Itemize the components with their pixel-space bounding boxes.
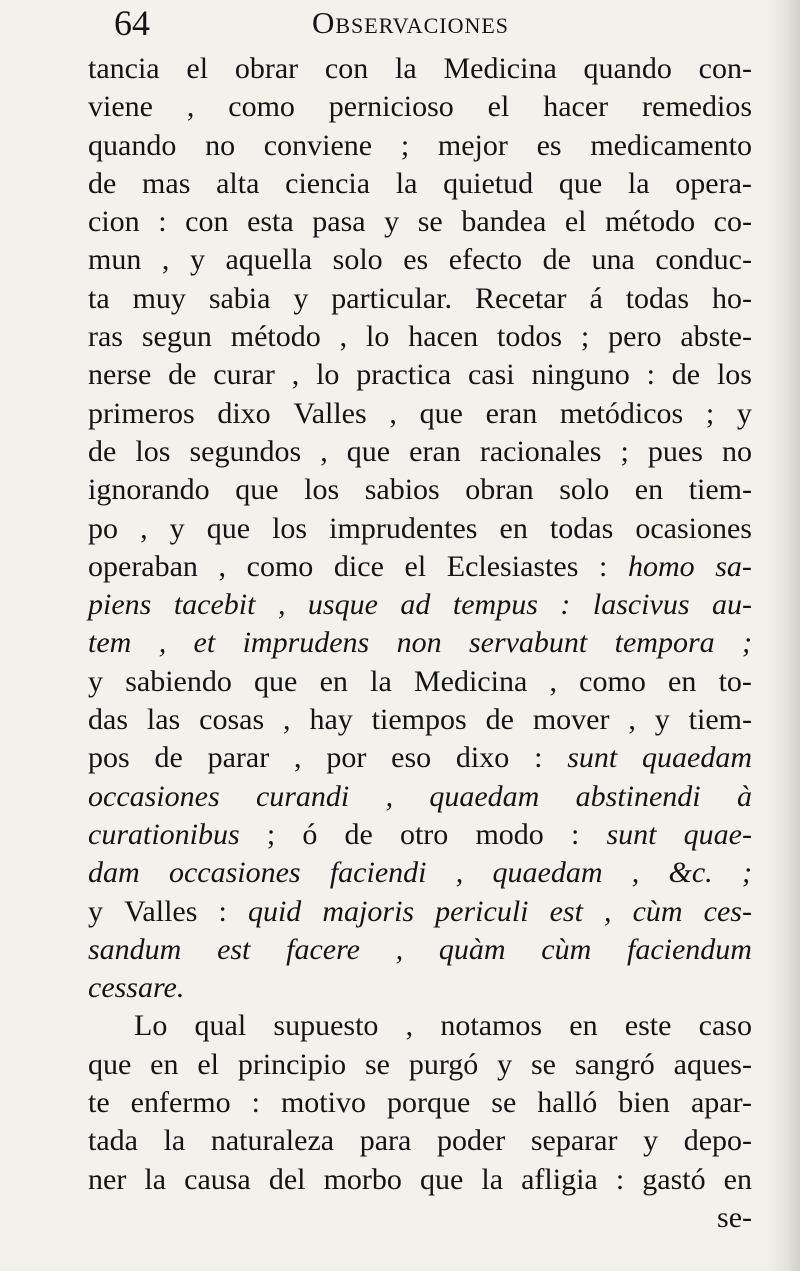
word: en bbox=[723, 1162, 752, 1196]
text-line bbox=[88, 165, 752, 203]
word: eran bbox=[409, 434, 461, 468]
text-line bbox=[88, 893, 752, 931]
italic-word: quàm bbox=[438, 932, 506, 966]
word: : bbox=[534, 741, 543, 775]
word: el bbox=[197, 1047, 219, 1081]
word: la bbox=[481, 1162, 504, 1196]
italic-word: sandum bbox=[88, 932, 182, 966]
word: notamos bbox=[440, 1009, 543, 1043]
italic-word: occasiones bbox=[168, 856, 301, 890]
word: la bbox=[395, 52, 417, 85]
word: nerse bbox=[88, 358, 152, 392]
word: motivo bbox=[280, 1086, 366, 1120]
word: el bbox=[404, 549, 427, 583]
word: lo bbox=[316, 358, 340, 392]
word: dixo bbox=[217, 396, 271, 430]
text-line bbox=[88, 395, 752, 433]
word: segun bbox=[141, 320, 212, 354]
word: Valles bbox=[124, 894, 198, 928]
text-line bbox=[88, 510, 752, 548]
word: conviene bbox=[263, 128, 373, 162]
word: Lo bbox=[134, 1009, 168, 1043]
word: el bbox=[487, 90, 510, 124]
word: sabios bbox=[364, 473, 440, 507]
text-line bbox=[88, 739, 752, 777]
italic-word: , bbox=[604, 894, 612, 928]
italic-word: quaedam bbox=[642, 741, 752, 775]
text-line bbox=[88, 854, 752, 892]
word: ignorando bbox=[88, 473, 210, 507]
text-line bbox=[88, 127, 752, 165]
word: y bbox=[654, 703, 670, 737]
word: el bbox=[564, 205, 587, 239]
word: los bbox=[716, 358, 752, 392]
word: que bbox=[206, 511, 251, 545]
word: quietud bbox=[443, 166, 534, 200]
italic-word: ; bbox=[742, 626, 752, 660]
word: dixo bbox=[455, 741, 510, 775]
text-line bbox=[88, 778, 752, 816]
running-head: Observaciones bbox=[312, 5, 510, 40]
italic-word: quaedam bbox=[492, 856, 603, 890]
word: como bbox=[246, 549, 314, 583]
word: ; bbox=[400, 128, 410, 162]
word: y bbox=[169, 511, 185, 545]
word: no bbox=[205, 128, 236, 162]
word: viene bbox=[88, 90, 153, 124]
word: primeros bbox=[88, 396, 195, 430]
word: todas bbox=[549, 511, 614, 545]
word: los bbox=[272, 511, 308, 545]
text-line bbox=[88, 548, 752, 586]
word: otro bbox=[399, 817, 449, 851]
italic-word: lascivus bbox=[592, 588, 690, 622]
word: , bbox=[628, 703, 636, 737]
text-line bbox=[88, 280, 752, 318]
italic-word: tempus bbox=[452, 588, 538, 622]
italic-word: occasiones bbox=[88, 779, 220, 813]
text-line bbox=[88, 50, 752, 88]
italic-word: sunt bbox=[567, 741, 618, 775]
word: hacen bbox=[408, 320, 479, 354]
word: tada bbox=[88, 1124, 138, 1158]
word: , bbox=[161, 243, 170, 277]
word: aquella bbox=[225, 243, 313, 277]
word: poder bbox=[436, 1124, 506, 1158]
word: que bbox=[419, 396, 463, 430]
word: : bbox=[570, 817, 580, 851]
word: ; bbox=[580, 320, 590, 354]
italic-word: piens bbox=[88, 588, 152, 622]
word: ciencia bbox=[285, 166, 371, 200]
word: la bbox=[144, 1162, 167, 1196]
word: mun bbox=[88, 243, 142, 277]
italic-word: faciendum bbox=[626, 932, 752, 966]
word: con bbox=[324, 52, 369, 85]
text-line bbox=[88, 701, 752, 739]
word: esta bbox=[247, 205, 294, 239]
catchword bbox=[88, 1199, 752, 1237]
italic-word: faciendi bbox=[329, 856, 427, 890]
word: ; bbox=[266, 817, 276, 851]
word: Medicina bbox=[413, 664, 528, 698]
word: se bbox=[365, 1047, 390, 1081]
text-line bbox=[88, 1007, 752, 1045]
word: ó bbox=[302, 817, 318, 851]
word: este bbox=[624, 1009, 672, 1043]
word: los bbox=[304, 473, 340, 507]
word: de bbox=[671, 358, 701, 392]
italic-word: quae- bbox=[683, 817, 752, 851]
word: Eclesiastes bbox=[446, 549, 579, 583]
italic-word: tem bbox=[88, 626, 132, 660]
italic-word: curationibus bbox=[88, 817, 240, 851]
word: en bbox=[150, 1047, 179, 1081]
word: : bbox=[218, 894, 227, 928]
word: pos bbox=[88, 741, 130, 775]
word: ta bbox=[88, 281, 110, 315]
word: co- bbox=[713, 205, 752, 239]
text-line bbox=[88, 241, 752, 279]
word: Recetar bbox=[474, 281, 567, 315]
word: en bbox=[569, 1009, 598, 1043]
word: pasa bbox=[312, 205, 366, 239]
word: que bbox=[254, 664, 298, 698]
italic-word: non bbox=[396, 626, 442, 660]
word: cosas bbox=[199, 703, 265, 737]
word: parar bbox=[207, 741, 270, 775]
word: quando bbox=[583, 52, 672, 85]
text-line bbox=[88, 931, 752, 969]
word: separar bbox=[530, 1124, 618, 1158]
word: todas bbox=[625, 281, 690, 315]
word: ocasiones bbox=[635, 511, 752, 545]
word: no bbox=[721, 434, 752, 468]
text-line bbox=[88, 1084, 752, 1122]
word: á bbox=[589, 281, 603, 315]
italic-word: cùm bbox=[632, 894, 683, 928]
italic-word: servabunt bbox=[468, 626, 588, 660]
text-line bbox=[88, 356, 752, 394]
word: , bbox=[294, 741, 302, 775]
word: Medicina bbox=[443, 52, 557, 85]
word: ras bbox=[88, 320, 123, 354]
word: abste- bbox=[680, 320, 752, 354]
italic-word: est bbox=[217, 932, 251, 966]
word: aques- bbox=[673, 1047, 752, 1081]
word: se bbox=[530, 1047, 556, 1081]
word: es bbox=[536, 128, 562, 162]
text-line bbox=[88, 816, 752, 854]
word: ner bbox=[88, 1162, 127, 1196]
italic-word: sunt bbox=[606, 817, 657, 851]
word: es bbox=[403, 243, 429, 277]
word: ; bbox=[620, 434, 629, 468]
word: obrar bbox=[234, 52, 299, 85]
word: , bbox=[291, 358, 300, 392]
word: de bbox=[542, 243, 571, 277]
word: método bbox=[230, 320, 321, 354]
italic-word: curandi bbox=[255, 779, 350, 813]
word: muy bbox=[132, 281, 186, 315]
word: , bbox=[339, 320, 348, 354]
text-line bbox=[88, 88, 752, 126]
word: tiempos bbox=[371, 703, 467, 737]
italic-word: ; bbox=[741, 856, 752, 890]
word: y bbox=[293, 281, 309, 315]
word: de bbox=[88, 166, 117, 200]
italic-word: cùm bbox=[541, 932, 592, 966]
word: el bbox=[186, 52, 209, 85]
italic-word: est bbox=[549, 894, 583, 928]
italic-word: , bbox=[631, 856, 640, 890]
word: para bbox=[359, 1124, 412, 1158]
word: y bbox=[384, 205, 400, 239]
text-line bbox=[88, 1161, 752, 1199]
text-line bbox=[88, 624, 752, 662]
page-header bbox=[114, 2, 754, 44]
word: con- bbox=[698, 52, 752, 85]
word: : bbox=[646, 358, 655, 392]
word: remedios bbox=[642, 90, 752, 124]
word: lo bbox=[365, 320, 390, 354]
word: por bbox=[326, 741, 367, 775]
word: de bbox=[88, 434, 117, 468]
word: , bbox=[218, 549, 227, 583]
word: practica bbox=[356, 358, 452, 392]
word: morbo bbox=[323, 1162, 402, 1196]
word: gastó bbox=[642, 1162, 706, 1196]
word: cion bbox=[88, 205, 140, 239]
word: , bbox=[186, 90, 195, 124]
word: curar bbox=[213, 358, 275, 392]
word: das bbox=[88, 703, 128, 737]
italic-word: quaedam bbox=[429, 779, 540, 813]
word: : bbox=[599, 549, 608, 583]
word: , bbox=[405, 1009, 414, 1043]
word: purgó bbox=[408, 1047, 479, 1081]
word: : bbox=[158, 205, 167, 239]
word: quando bbox=[88, 128, 177, 162]
word: que bbox=[235, 473, 279, 507]
word: que bbox=[419, 1162, 464, 1196]
word: ho- bbox=[711, 281, 752, 315]
word: la bbox=[627, 166, 650, 200]
italic-word: cessare. bbox=[88, 971, 185, 1005]
word: hay bbox=[309, 703, 353, 737]
word: : bbox=[615, 1162, 625, 1196]
word: , bbox=[140, 511, 148, 545]
word: de bbox=[168, 358, 197, 392]
word: porque bbox=[386, 1086, 471, 1120]
word: y bbox=[736, 396, 752, 430]
word: de bbox=[485, 703, 514, 737]
word: imprudentes bbox=[329, 511, 478, 545]
italic-word: quid bbox=[247, 894, 302, 928]
word: apar- bbox=[690, 1086, 752, 1120]
word: en bbox=[499, 511, 528, 545]
italic-word: tacebit bbox=[173, 588, 256, 622]
italic-word: , bbox=[277, 588, 286, 622]
word: , bbox=[320, 434, 328, 468]
word: hacer bbox=[543, 90, 609, 124]
word: una bbox=[591, 243, 635, 277]
word: que bbox=[88, 1047, 132, 1081]
italic-word: imprudens bbox=[242, 626, 370, 660]
text-line bbox=[88, 203, 752, 241]
italic-word: homo bbox=[627, 549, 695, 583]
word: bandea bbox=[461, 205, 547, 239]
word: sabia bbox=[208, 281, 271, 315]
italic-word: majoris bbox=[322, 894, 415, 928]
word: te bbox=[88, 1086, 110, 1120]
word: solo bbox=[332, 243, 383, 277]
page-edge-shadow bbox=[766, 0, 800, 1271]
word: afligia bbox=[521, 1162, 598, 1196]
word: método bbox=[605, 205, 696, 239]
word: ; bbox=[705, 396, 715, 430]
word: operaban bbox=[88, 549, 198, 583]
word: pero bbox=[608, 320, 662, 354]
word: naturaleza bbox=[210, 1124, 335, 1158]
word: y bbox=[88, 894, 103, 928]
italic-word: facere bbox=[286, 932, 360, 966]
word: se bbox=[491, 1086, 517, 1120]
word: tancia bbox=[88, 52, 160, 85]
word: todos bbox=[497, 320, 563, 354]
italic-word: tempora bbox=[614, 626, 715, 660]
word: mover bbox=[532, 703, 610, 737]
word: que bbox=[558, 166, 603, 200]
word: enfermo bbox=[130, 1086, 231, 1120]
word: con bbox=[185, 205, 229, 239]
word: qual bbox=[194, 1009, 247, 1043]
word: causa bbox=[184, 1162, 251, 1196]
text-line bbox=[88, 471, 752, 509]
word: po bbox=[88, 511, 118, 545]
word: mejor bbox=[437, 128, 508, 162]
word: halló bbox=[537, 1086, 598, 1120]
text-line bbox=[88, 1122, 752, 1160]
word: en bbox=[634, 473, 664, 507]
word: mas bbox=[142, 166, 191, 200]
word: , bbox=[389, 396, 397, 430]
italic-word: , bbox=[395, 932, 404, 966]
text-line bbox=[88, 433, 752, 471]
italic-word: abstinendi bbox=[575, 779, 701, 813]
text-line bbox=[88, 969, 752, 1007]
word: en bbox=[319, 664, 348, 698]
word: to- bbox=[718, 664, 752, 698]
word: tiem- bbox=[688, 703, 752, 737]
word: las bbox=[146, 703, 181, 737]
italic-word: periculi bbox=[435, 894, 529, 928]
word: y bbox=[497, 1047, 513, 1081]
word: de bbox=[344, 817, 373, 851]
word: del bbox=[268, 1162, 306, 1196]
word: los bbox=[135, 434, 171, 468]
word: medicamento bbox=[590, 128, 752, 162]
word: metódicos bbox=[559, 396, 684, 430]
italic-word: dam bbox=[88, 856, 140, 890]
text-line bbox=[88, 586, 752, 624]
word: y bbox=[643, 1124, 659, 1158]
word: opera- bbox=[675, 166, 752, 200]
italic-word: , bbox=[158, 626, 167, 660]
word: y bbox=[88, 664, 103, 698]
italic-word: sa- bbox=[715, 549, 752, 583]
word: se- bbox=[717, 1200, 752, 1234]
word: sabiendo bbox=[125, 664, 232, 698]
text-line bbox=[88, 318, 752, 356]
word: de bbox=[154, 741, 183, 775]
word: la bbox=[395, 166, 418, 200]
word: supuesto bbox=[273, 1009, 379, 1043]
text-line bbox=[88, 1046, 752, 1084]
word: y bbox=[189, 243, 205, 277]
word: pues bbox=[647, 434, 703, 468]
word: , bbox=[549, 664, 557, 698]
word: tiem- bbox=[688, 473, 752, 507]
word: eran bbox=[485, 396, 538, 430]
word: : bbox=[251, 1086, 260, 1120]
italic-word: ad bbox=[400, 588, 431, 622]
word: como bbox=[228, 90, 295, 124]
word: sangró bbox=[574, 1047, 655, 1081]
italic-word: usque bbox=[307, 588, 378, 622]
italic-word: et bbox=[193, 626, 216, 660]
word: bien bbox=[618, 1086, 670, 1120]
italic-word: &c. bbox=[668, 856, 713, 890]
word: se bbox=[417, 205, 443, 239]
word: racionales bbox=[479, 434, 602, 468]
word: conduc- bbox=[655, 243, 752, 277]
word: caso bbox=[698, 1009, 752, 1043]
word: la bbox=[370, 664, 392, 698]
italic-word: à bbox=[736, 779, 752, 813]
word: como bbox=[579, 664, 646, 698]
word: alta bbox=[216, 166, 260, 200]
word: efecto bbox=[448, 243, 523, 277]
word: dice bbox=[333, 549, 384, 583]
italic-word: , bbox=[385, 779, 394, 813]
word: segundos bbox=[189, 434, 302, 468]
italic-word: au- bbox=[712, 588, 752, 622]
word: en bbox=[668, 664, 697, 698]
italic-word: ces- bbox=[703, 894, 752, 928]
italic-word: : bbox=[560, 588, 571, 622]
word: Valles bbox=[293, 396, 367, 430]
word: pernicioso bbox=[328, 90, 454, 124]
word: eso bbox=[391, 741, 432, 775]
italic-word: , bbox=[455, 856, 464, 890]
text-line bbox=[88, 663, 752, 701]
word: obran bbox=[465, 473, 534, 507]
word: ninguno bbox=[531, 358, 630, 392]
word: modo bbox=[475, 817, 544, 851]
word: principio bbox=[237, 1047, 347, 1081]
word: , bbox=[283, 703, 291, 737]
body-text bbox=[88, 50, 752, 1237]
word: casi bbox=[467, 358, 515, 392]
word: depo- bbox=[683, 1124, 752, 1158]
word: solo bbox=[559, 473, 610, 507]
page-number: 64 bbox=[114, 3, 150, 43]
word: particular. bbox=[331, 281, 453, 315]
word: la bbox=[163, 1124, 186, 1158]
word: que bbox=[346, 434, 391, 468]
